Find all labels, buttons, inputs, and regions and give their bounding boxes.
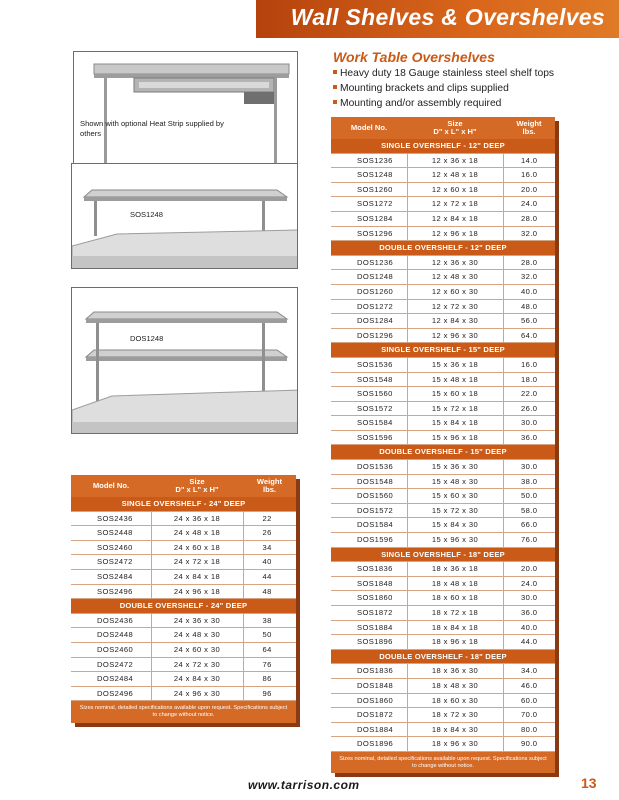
group-title: DOUBLE OVERSHELF - 24" DEEP xyxy=(71,599,296,614)
table-row xyxy=(331,328,555,343)
weight-cell: 60.0 xyxy=(503,693,555,708)
weight-cell: 38.0 xyxy=(503,474,555,489)
double-overshelf-photo xyxy=(71,287,298,434)
model-cell: SOS2484 xyxy=(71,569,151,584)
heat-strip-caption: Shown with optional Heat Strip supplied by others xyxy=(80,119,224,138)
weight-cell: 34.0 xyxy=(503,664,555,679)
model-cell: DOS1884 xyxy=(331,722,407,737)
weight-cell: 76.0 xyxy=(503,533,555,548)
group-title: DOUBLE OVERSHELF - 15" DEEP xyxy=(331,445,555,460)
table-row xyxy=(331,489,555,504)
size-cell: 15 x 36 x 18 xyxy=(407,357,503,372)
weight-cell: 26.0 xyxy=(503,401,555,416)
double-overshelf-illustration xyxy=(72,288,298,434)
table-row xyxy=(71,613,296,628)
size-cell: 12 x 36 x 18 xyxy=(407,153,503,168)
size-cell: 12 x 96 x 18 xyxy=(407,226,503,241)
model-cell: DOS1560 xyxy=(331,489,407,504)
model-cell: SOS1272 xyxy=(331,197,407,212)
table-row xyxy=(71,511,296,526)
bullet-square-icon xyxy=(333,70,337,74)
weight-cell: 24.0 xyxy=(503,576,555,591)
model-cell: SOS1548 xyxy=(331,372,407,387)
model-cell: SOS1884 xyxy=(331,620,407,635)
model-cell: SOS2472 xyxy=(71,555,151,570)
weight-cell: 44.0 xyxy=(503,635,555,650)
weight-cell: 22.0 xyxy=(503,387,555,402)
size-cell: 15 x 96 x 30 xyxy=(407,533,503,548)
model-cell: SOS1560 xyxy=(331,387,407,402)
single-overshelf-photo xyxy=(71,163,298,269)
model-cell: DOS1296 xyxy=(331,328,407,343)
weight-cell: 64 xyxy=(243,642,296,657)
feature-text: Mounting brackets and clips supplied xyxy=(340,83,509,94)
table-row xyxy=(331,357,555,372)
model-cell: SOS1536 xyxy=(331,357,407,372)
weight-cell: 48.0 xyxy=(503,299,555,314)
weight-cell: 96 xyxy=(243,686,296,701)
weight-cell: 46.0 xyxy=(503,678,555,693)
model-cell: SOS1872 xyxy=(331,606,407,621)
table-footnote: Sizes nominal, detailed specifications available upon request. Specifications subject to change without notice. xyxy=(331,751,555,773)
group-title: DOUBLE OVERSHELF - 12" DEEP xyxy=(331,241,555,256)
weight-cell: 14.0 xyxy=(503,153,555,168)
overshelf-24-spec-table xyxy=(71,475,296,723)
page-number: 13 xyxy=(581,775,597,791)
size-cell: 24 x 48 x 30 xyxy=(151,628,243,643)
weight-cell: 86 xyxy=(243,672,296,687)
table-footnote: Sizes nominal, detailed specifications available upon request. Specifications subject to change without notice. xyxy=(71,701,296,723)
bullet-square-icon xyxy=(333,85,337,89)
footnote-row xyxy=(331,751,555,773)
bullet-square-icon xyxy=(333,100,337,104)
size-cell: 18 x 84 x 30 xyxy=(407,722,503,737)
group-header-row xyxy=(331,343,555,358)
size-cell: 24 x 36 x 18 xyxy=(151,511,243,526)
size-cell: 24 x 84 x 18 xyxy=(151,569,243,584)
size-cell: 12 x 60 x 18 xyxy=(407,182,503,197)
weight-cell: 58.0 xyxy=(503,503,555,518)
group-title: SINGLE OVERSHELF - 12" DEEP xyxy=(331,139,555,153)
size-cell: 15 x 96 x 18 xyxy=(407,430,503,445)
weight-cell: 26 xyxy=(243,526,296,541)
section-title: Work Table Overshelves xyxy=(333,49,495,65)
table-row xyxy=(71,628,296,643)
table-row xyxy=(331,197,555,212)
size-cell: 18 x 96 x 18 xyxy=(407,635,503,650)
size-cell: 18 x 48 x 30 xyxy=(407,678,503,693)
group-title: SINGLE OVERSHELF - 24" DEEP xyxy=(71,497,296,511)
model-cell: SOS2436 xyxy=(71,511,151,526)
size-cell: 18 x 48 x 18 xyxy=(407,576,503,591)
model-cell: DOS2448 xyxy=(71,628,151,643)
size-cell: 24 x 96 x 18 xyxy=(151,584,243,599)
model-cell: DOS1848 xyxy=(331,678,407,693)
size-cell: 24 x 60 x 18 xyxy=(151,540,243,555)
weight-cell: 40.0 xyxy=(503,620,555,635)
weight-cell: 36.0 xyxy=(503,606,555,621)
table-row xyxy=(331,562,555,577)
size-cell: 15 x 48 x 18 xyxy=(407,372,503,387)
model-cell: SOS1260 xyxy=(331,182,407,197)
feature-item xyxy=(333,81,613,96)
table-row xyxy=(71,642,296,657)
model-cell: DOS1836 xyxy=(331,664,407,679)
size-cell: 24 x 84 x 30 xyxy=(151,672,243,687)
table-row xyxy=(71,526,296,541)
column-header-weight: Weight lbs. xyxy=(503,117,555,139)
model-cell: DOS1548 xyxy=(331,474,407,489)
group-header-row xyxy=(71,599,296,614)
group-header-row xyxy=(331,445,555,460)
table-row xyxy=(331,518,555,533)
group-header-row xyxy=(71,497,296,511)
model-cell: SOS1596 xyxy=(331,430,407,445)
size-cell: 15 x 72 x 18 xyxy=(407,401,503,416)
table-row xyxy=(331,299,555,314)
table-row xyxy=(331,460,555,475)
single-overshelf-label: SOS1248 xyxy=(130,210,163,219)
weight-cell: 34 xyxy=(243,540,296,555)
weight-cell: 24.0 xyxy=(503,197,555,212)
overshelf-spec-table xyxy=(331,117,555,773)
table-row xyxy=(331,372,555,387)
table-row xyxy=(71,569,296,584)
double-overshelf-label: DOS1248 xyxy=(130,334,164,343)
model-cell: DOS1536 xyxy=(331,460,407,475)
size-cell: 24 x 48 x 18 xyxy=(151,526,243,541)
size-cell: 18 x 72 x 18 xyxy=(407,606,503,621)
weight-cell: 40.0 xyxy=(503,284,555,299)
size-cell: 15 x 60 x 18 xyxy=(407,387,503,402)
weight-cell: 36.0 xyxy=(503,430,555,445)
table-row xyxy=(331,664,555,679)
weight-cell: 90.0 xyxy=(503,737,555,752)
size-cell: 12 x 72 x 30 xyxy=(407,299,503,314)
size-cell: 18 x 96 x 30 xyxy=(407,737,503,752)
model-cell: SOS1296 xyxy=(331,226,407,241)
table-row xyxy=(331,635,555,650)
model-cell: DOS1872 xyxy=(331,708,407,723)
table-row xyxy=(331,606,555,621)
table-row xyxy=(331,576,555,591)
size-cell: 24 x 96 x 30 xyxy=(151,686,243,701)
weight-cell: 30.0 xyxy=(503,416,555,431)
model-cell: DOS2460 xyxy=(71,642,151,657)
table-row xyxy=(71,672,296,687)
weight-cell: 32.0 xyxy=(503,226,555,241)
model-cell: SOS2496 xyxy=(71,584,151,599)
model-cell: DOS1248 xyxy=(331,270,407,285)
table-row xyxy=(331,168,555,183)
size-cell: 15 x 48 x 30 xyxy=(407,474,503,489)
website-link[interactable]: www.tarrison.com xyxy=(248,778,360,792)
weight-cell: 38 xyxy=(243,613,296,628)
weight-cell: 20.0 xyxy=(503,562,555,577)
model-cell: SOS1584 xyxy=(331,416,407,431)
column-header-size: Size D" x L" x H" xyxy=(151,475,243,497)
table-row xyxy=(331,591,555,606)
weight-cell: 18.0 xyxy=(503,372,555,387)
size-cell: 24 x 60 x 30 xyxy=(151,642,243,657)
feature-list xyxy=(333,66,613,111)
table-row xyxy=(331,416,555,431)
heat-strip-shelf-illustration xyxy=(74,52,298,168)
weight-cell: 70.0 xyxy=(503,708,555,723)
table-row xyxy=(331,737,555,752)
size-cell: 12 x 84 x 30 xyxy=(407,314,503,329)
feature-item xyxy=(333,66,613,81)
group-header-row xyxy=(331,241,555,256)
table-row xyxy=(331,430,555,445)
table-row xyxy=(331,226,555,241)
model-cell: DOS1896 xyxy=(331,737,407,752)
model-cell: SOS1284 xyxy=(331,211,407,226)
weight-cell: 28.0 xyxy=(503,211,555,226)
group-header-row xyxy=(331,649,555,664)
size-cell: 18 x 60 x 30 xyxy=(407,693,503,708)
group-header-row xyxy=(331,547,555,562)
weight-cell: 40 xyxy=(243,555,296,570)
size-cell: 12 x 60 x 30 xyxy=(407,284,503,299)
column-header-size: Size D" x L" x H" xyxy=(407,117,503,139)
column-header-model: Model No. xyxy=(331,117,407,139)
table-row xyxy=(331,284,555,299)
weight-cell: 56.0 xyxy=(503,314,555,329)
weight-cell: 28.0 xyxy=(503,255,555,270)
group-title: SINGLE OVERSHELF - 18" DEEP xyxy=(331,547,555,562)
weight-cell: 66.0 xyxy=(503,518,555,533)
size-cell: 15 x 36 x 30 xyxy=(407,460,503,475)
size-cell: 18 x 84 x 18 xyxy=(407,620,503,635)
table-row xyxy=(331,533,555,548)
model-cell: DOS1596 xyxy=(331,533,407,548)
model-cell: SOS1236 xyxy=(331,153,407,168)
model-cell: SOS1848 xyxy=(331,576,407,591)
model-cell: DOS2472 xyxy=(71,657,151,672)
size-cell: 12 x 72 x 18 xyxy=(407,197,503,212)
size-cell: 24 x 72 x 30 xyxy=(151,657,243,672)
model-cell: SOS1572 xyxy=(331,401,407,416)
model-cell: SOS1836 xyxy=(331,562,407,577)
size-cell: 18 x 72 x 30 xyxy=(407,708,503,723)
size-cell: 12 x 36 x 30 xyxy=(407,255,503,270)
size-cell: 12 x 96 x 30 xyxy=(407,328,503,343)
model-cell: DOS1584 xyxy=(331,518,407,533)
size-cell: 15 x 60 x 30 xyxy=(407,489,503,504)
weight-cell: 20.0 xyxy=(503,182,555,197)
model-cell: DOS1284 xyxy=(331,314,407,329)
size-cell: 12 x 48 x 30 xyxy=(407,270,503,285)
table-body xyxy=(331,139,555,773)
model-cell: SOS1248 xyxy=(331,168,407,183)
table-row xyxy=(331,182,555,197)
size-cell: 18 x 36 x 30 xyxy=(407,664,503,679)
size-cell: 18 x 60 x 18 xyxy=(407,591,503,606)
size-cell: 12 x 48 x 18 xyxy=(407,168,503,183)
model-cell: DOS1260 xyxy=(331,284,407,299)
page-title: Wall Shelves & Overshelves xyxy=(290,4,605,30)
weight-cell: 44 xyxy=(243,569,296,584)
feature-item xyxy=(333,96,613,111)
model-cell: DOS1236 xyxy=(331,255,407,270)
weight-cell: 32.0 xyxy=(503,270,555,285)
size-cell: 15 x 84 x 18 xyxy=(407,416,503,431)
group-title: DOUBLE OVERSHELF - 18" DEEP xyxy=(331,649,555,664)
size-cell: 15 x 84 x 30 xyxy=(407,518,503,533)
table-row xyxy=(331,153,555,168)
size-cell: 15 x 72 x 30 xyxy=(407,503,503,518)
table-row xyxy=(331,387,555,402)
table-row xyxy=(71,657,296,672)
feature-text: Heavy duty 18 Gauge stainless steel shelf tops xyxy=(340,68,555,79)
weight-cell: 30.0 xyxy=(503,460,555,475)
header-banner xyxy=(256,0,619,38)
table-row xyxy=(331,401,555,416)
table-row xyxy=(331,211,555,226)
weight-cell: 48 xyxy=(243,584,296,599)
table-row xyxy=(331,503,555,518)
weight-cell: 64.0 xyxy=(503,328,555,343)
size-cell: 18 x 36 x 18 xyxy=(407,562,503,577)
footnote-row xyxy=(71,701,296,723)
column-header-weight: Weight lbs. xyxy=(243,475,296,497)
table-body xyxy=(71,497,296,723)
heat-strip-photo xyxy=(73,51,298,168)
column-header-model: Model No. xyxy=(71,475,151,497)
table-row xyxy=(71,540,296,555)
model-cell: DOS1572 xyxy=(331,503,407,518)
model-cell: DOS2436 xyxy=(71,613,151,628)
table-row xyxy=(331,270,555,285)
size-cell: 12 x 84 x 18 xyxy=(407,211,503,226)
model-cell: DOS2496 xyxy=(71,686,151,701)
model-cell: SOS1860 xyxy=(331,591,407,606)
size-cell: 24 x 36 x 30 xyxy=(151,613,243,628)
single-overshelf-illustration xyxy=(72,164,298,269)
model-cell: DOS1860 xyxy=(331,693,407,708)
model-cell: SOS1896 xyxy=(331,635,407,650)
table-row xyxy=(71,584,296,599)
table-row xyxy=(331,620,555,635)
table-row xyxy=(71,686,296,701)
table-header xyxy=(71,475,296,497)
model-cell: SOS2448 xyxy=(71,526,151,541)
weight-cell: 22 xyxy=(243,511,296,526)
weight-cell: 16.0 xyxy=(503,168,555,183)
table-row xyxy=(71,555,296,570)
table-row xyxy=(331,693,555,708)
weight-cell: 50 xyxy=(243,628,296,643)
table-row xyxy=(331,708,555,723)
group-title: SINGLE OVERSHELF - 15" DEEP xyxy=(331,343,555,358)
model-cell: SOS2460 xyxy=(71,540,151,555)
weight-cell: 76 xyxy=(243,657,296,672)
group-header-row xyxy=(331,139,555,153)
table-row xyxy=(331,255,555,270)
model-cell: DOS1272 xyxy=(331,299,407,314)
model-cell: DOS2484 xyxy=(71,672,151,687)
feature-text: Mounting and/or assembly required xyxy=(340,98,502,109)
table-row xyxy=(331,722,555,737)
table-row xyxy=(331,474,555,489)
table-header xyxy=(331,117,555,139)
weight-cell: 30.0 xyxy=(503,591,555,606)
size-cell: 24 x 72 x 18 xyxy=(151,555,243,570)
weight-cell: 16.0 xyxy=(503,357,555,372)
weight-cell: 50.0 xyxy=(503,489,555,504)
table-row xyxy=(331,678,555,693)
table-row xyxy=(331,314,555,329)
weight-cell: 80.0 xyxy=(503,722,555,737)
